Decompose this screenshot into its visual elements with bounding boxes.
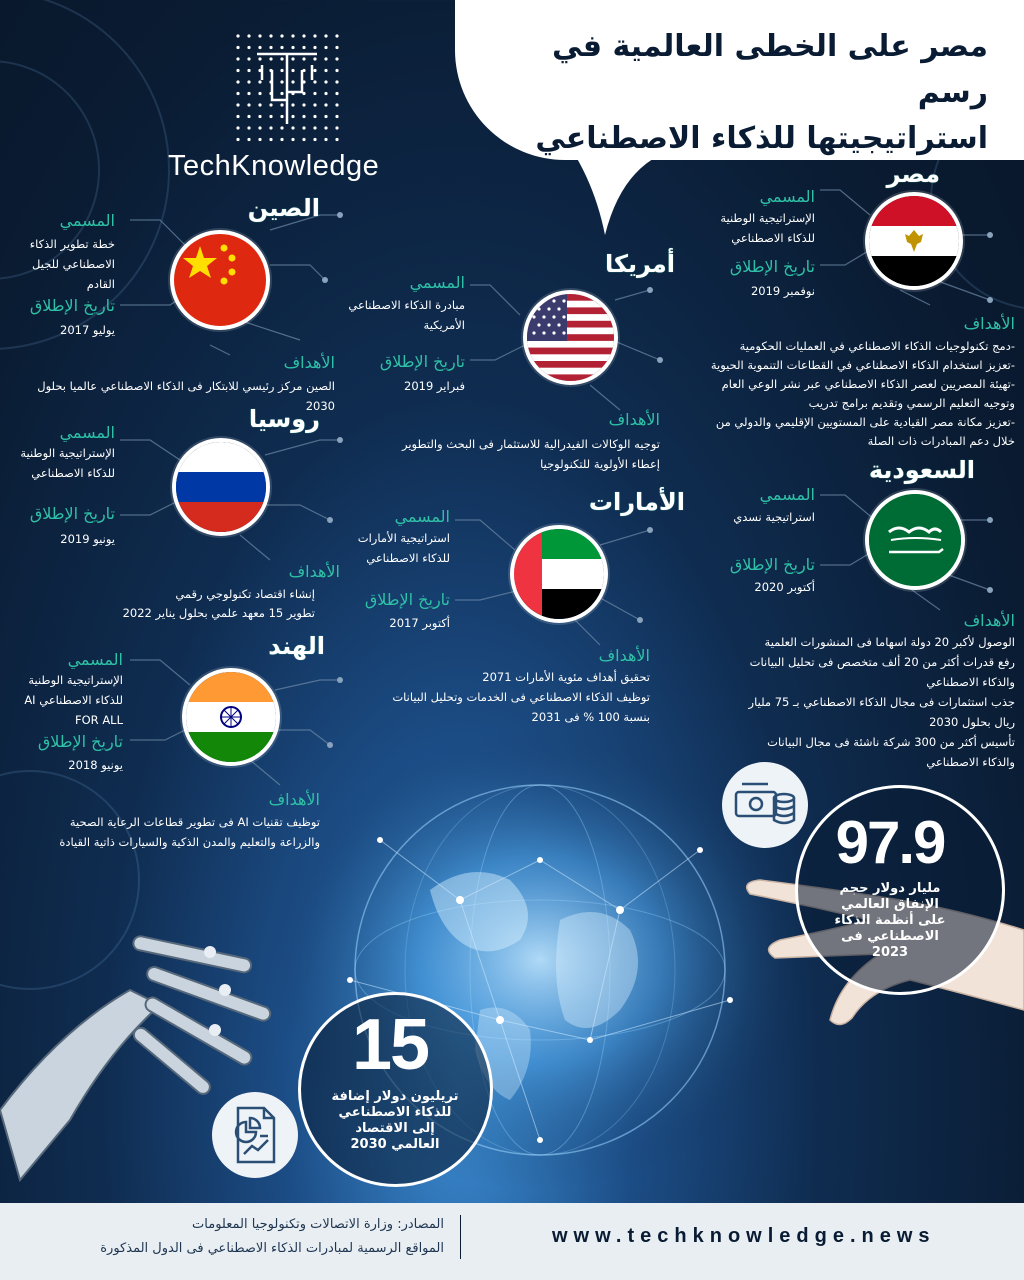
logo-dot — [247, 34, 250, 37]
logo-dot — [280, 115, 283, 118]
china-goals-label: الأهداف — [283, 353, 335, 372]
saudi-goals-label: الأهداف — [963, 611, 1015, 630]
logo-dot — [247, 92, 250, 95]
spending-stat-text-5: 2023 — [871, 945, 909, 960]
logo-dot — [269, 34, 272, 37]
saudi-flag-emblem-icon — [869, 494, 961, 586]
russia-flag — [172, 438, 270, 536]
logo-dot — [236, 126, 239, 129]
logo-dot — [258, 46, 261, 49]
logo-dot — [313, 92, 316, 95]
saudi-goal-6: تأسيس أكثر من 300 شركة ناشئة فى مجال البيانات — [767, 735, 1015, 749]
spending-stat-number: 97.9 — [835, 809, 945, 876]
money-stack-icon — [722, 762, 808, 848]
saudi-name: السعودية — [868, 456, 975, 484]
footer-divider — [460, 1215, 461, 1259]
logo-dot — [280, 46, 283, 49]
logo-dot — [258, 126, 261, 129]
logo-dot — [258, 138, 261, 141]
egypt-launch-label: تاريخ الإطلاق — [729, 257, 815, 276]
logo-dot — [291, 69, 294, 72]
logo-dot — [291, 126, 294, 129]
logo-dot — [247, 103, 250, 106]
logo-dot — [258, 57, 261, 60]
logo-wordmark: TechKnowledge — [168, 150, 380, 182]
saudi-goal-7: والذكاء الاصطناعي — [926, 755, 1015, 769]
egypt-goal-1: -دمج تكنولوجيات الذكاء الاصطناعي في العمليات الحكومية — [739, 339, 1015, 353]
saudi-goal-3: والذكاء الاصطناعي — [926, 675, 1015, 689]
india-goals-label: الأهداف — [268, 790, 320, 809]
logo-dot — [236, 80, 239, 83]
logo-dot — [269, 138, 272, 141]
footer — [0, 1203, 1024, 1280]
egypt-goal-4: وتوجيه التعليم الرسمي وتقديم برامج تدريب — [808, 396, 1015, 410]
india-goal-1: توظيف تقنيات AI فى تطوير قطاعات الرعاية الصحية — [69, 815, 320, 829]
india-goal-2: والزراعة والتعليم والمدن الذكية والسيارات ذاتية القيادة — [59, 835, 320, 849]
egypt-name-label: المسمي — [759, 187, 815, 206]
india-program-line3: FOR ALL — [75, 713, 123, 727]
logo-dot — [291, 80, 294, 83]
logo-dot — [269, 46, 272, 49]
logo-dot — [302, 103, 305, 106]
russia-goals-label: الأهداف — [288, 562, 340, 581]
usa-program: مبادرة الذكاء الاصطناعي الأمريكية — [348, 298, 465, 332]
footer-website-link[interactable]: www.techknowledge.news — [552, 1225, 936, 1247]
logo-dot — [280, 69, 283, 72]
china-name: الصين — [247, 194, 320, 222]
logo-dot — [335, 115, 338, 118]
uae-goal-2: توظيف الذكاء الاصطناعي فى الخدمات وتحليل البيانات — [392, 690, 650, 704]
usa-flag — [523, 290, 618, 385]
logo-dot — [236, 46, 239, 49]
usa-name: أمريكا — [605, 250, 675, 278]
logo-dot — [269, 115, 272, 118]
logo-dot — [236, 138, 239, 141]
uae-flag — [510, 525, 608, 623]
russia-name: روسيا — [248, 405, 320, 433]
logo-dot — [280, 57, 283, 60]
usa-launch: فبراير 2019 — [404, 379, 465, 393]
logo-dot — [269, 126, 272, 129]
logo-dot — [313, 69, 316, 72]
logo-dot — [236, 69, 239, 72]
saudi-name-label: المسمي — [759, 485, 815, 504]
saudi-goal-1: الوصول لأكبر 20 دولة اسهاما فى المنشورات العلمية — [764, 635, 1015, 649]
page-title-line1: مصر على الخطى العالمية في رسم — [552, 29, 988, 110]
uae-goal-3: بنسبة 100 % فى 2031 — [531, 710, 650, 724]
logo-dot — [313, 103, 316, 106]
logo-dot — [313, 138, 316, 141]
logo-dot — [247, 126, 250, 129]
logo-dot — [247, 80, 250, 83]
uae-program: استراتيجية الأمارات للذكاء الاصطناعي — [357, 531, 450, 565]
logo-dot — [247, 46, 250, 49]
logo-dot — [302, 126, 305, 129]
logo-dot — [236, 34, 239, 37]
china-launch: يوليو 2017 — [60, 323, 115, 337]
logo-dot — [335, 138, 338, 141]
footer-source-line1: المصادر: وزارة الاتصالات وتكنولوجيا المعلومات — [192, 1217, 444, 1232]
logo-dot — [280, 126, 283, 129]
uae-name: الأمارات — [588, 488, 685, 516]
saudi-program: استراتيجية نسدي — [733, 510, 815, 524]
logo-dot — [335, 92, 338, 95]
logo-dot — [236, 115, 239, 118]
logo-dot — [291, 138, 294, 141]
china-flag — [170, 230, 270, 330]
russia-flag-icon — [176, 442, 266, 532]
india-flag — [182, 668, 280, 766]
economy-stat-text-2: للذكاء الاصطناعي — [338, 1105, 452, 1120]
logo-dot — [269, 103, 272, 106]
russia-name-label: المسمي — [59, 423, 115, 442]
india-program-line1: الإستراتيجية الوطنية — [28, 673, 123, 687]
china-program: خطة تطوير الذكاء الاصطناعي للجيل القادم — [29, 237, 115, 291]
usa-goals-label: الأهداف — [608, 410, 660, 429]
logo-dot — [236, 103, 239, 106]
spending-stat-text-1: مليار دولار حجم — [839, 881, 941, 896]
egypt-goal-5: -تعزيز مكانة مصر القيادية على المستويين الإقليمي والدولي من — [715, 415, 1015, 429]
usa-goal-1: توجيه الوكالات الفيدرالية للاستثمار فى البحث والتطوير — [402, 437, 660, 451]
egypt-goal-2: -تعزيز استخدام الذكاء الاصطناعي في القطاعات التنموية الحيوية — [710, 358, 1015, 372]
money-icon — [722, 762, 808, 848]
logo-dot — [236, 92, 239, 95]
uae-goals-label: الأهداف — [598, 646, 650, 665]
logo-dot — [324, 34, 327, 37]
logo-dot — [313, 115, 316, 118]
usa-launch-label: تاريخ الإطلاق — [379, 352, 465, 371]
logo-dot — [291, 115, 294, 118]
logo-dot — [258, 115, 261, 118]
egypt-program: الإستراتيجية الوطنية للذكاء الاصطناعي — [720, 211, 815, 245]
china-flag-stars-icon — [174, 234, 266, 326]
egypt-goal-3: -تهيئة المصريين لعصر الذكاء الاصطناعي عبر نشر الوعي العام — [721, 377, 1015, 391]
logo-dot — [258, 92, 261, 95]
logo-dot — [280, 92, 283, 95]
logo-dot — [324, 46, 327, 49]
saudi-goal-2: رفع قدرات أكثر من 20 ألف متخصص فى تحليل البيانات — [749, 655, 1015, 669]
footer-source-line2: المواقع الرسمية لمبادرات الذكاء الاصطناعي فى الدول المذكورة — [100, 1241, 444, 1256]
techknowledge-logo-icon — [232, 30, 342, 148]
logo-dot — [302, 57, 305, 60]
logo-dot — [258, 34, 261, 37]
report-icon — [212, 1092, 298, 1178]
report-chart-icon — [212, 1092, 298, 1178]
logo-dot — [335, 34, 338, 37]
uae-name-label: المسمي — [394, 507, 450, 526]
robot-hand-graphic — [0, 880, 360, 1200]
spending-stat-text-3: على أنظمة الذكاء — [834, 913, 946, 928]
usa-flag-icon — [527, 294, 614, 381]
logo-dot — [302, 138, 305, 141]
egypt-flag — [865, 192, 963, 290]
logo-dot — [335, 80, 338, 83]
saudi-launch: أكتوبر 2020 — [754, 580, 815, 594]
china-goal-1: الصين مركز رئيسي للابتكار فى الذكاء الاصطناعي عالميا بحلول 2030 — [37, 379, 335, 413]
economy-stat-text-4: العالمي 2030 — [350, 1137, 440, 1152]
egypt-goals-label: الأهداف — [963, 314, 1015, 333]
spending-stat-text-4: الاصطناعي فى — [841, 929, 939, 944]
logo-dot — [324, 69, 327, 72]
spending-stat-text-2: الإنفاق العالمي — [841, 897, 939, 912]
india-launch: يونيو 2018 — [68, 758, 123, 772]
logo-dot — [335, 57, 338, 60]
uae-launch: أكتوبر 2017 — [389, 616, 450, 630]
saudi-launch-label: تاريخ الإطلاق — [729, 555, 815, 574]
saudi-goal-5: ريال بحلول 2030 — [929, 715, 1015, 729]
india-name: الهند — [268, 632, 325, 660]
logo-dot — [280, 103, 283, 106]
logo-dot — [302, 115, 305, 118]
logo-dot — [302, 34, 305, 37]
economy-stat-text-1: تريليون دولار إضافة — [331, 1089, 459, 1104]
saudi-flag — [865, 490, 965, 590]
logo-dot — [236, 57, 239, 60]
logo-dot — [291, 46, 294, 49]
logo-dot — [280, 34, 283, 37]
uae-flag-icon — [514, 529, 604, 619]
logo-dot — [324, 115, 327, 118]
india-program-line2: للذكاء الاصطناعي AI — [24, 693, 123, 707]
logo-dot — [269, 57, 272, 60]
egypt-name: مصر — [886, 160, 940, 188]
logo-dot — [324, 103, 327, 106]
logo-dot — [313, 57, 316, 60]
footer-sources — [4, 1213, 444, 1261]
uae-goal-1: تحقيق أهداف مئوية الأمارات 2071 — [482, 670, 650, 684]
logo-dot — [324, 57, 327, 60]
logo-dot — [247, 115, 250, 118]
russia-program: الإستراتيجية الوطنية للذكاء الاصطناعي — [20, 446, 115, 480]
usa-goal-2: إعطاء الأولوية للتكنولوجيا — [540, 457, 660, 471]
logo-dot — [335, 69, 338, 72]
logo-dot — [302, 46, 305, 49]
logo-dot — [247, 138, 250, 141]
logo-dot — [258, 103, 261, 106]
economy-stat-text-3: إلى الاقتصاد — [355, 1121, 435, 1136]
china-launch-label: تاريخ الإطلاق — [29, 296, 115, 315]
india-launch-label: تاريخ الإطلاق — [37, 732, 123, 751]
logo-dot — [280, 80, 283, 83]
logo-dot — [313, 34, 316, 37]
logo-dot — [324, 138, 327, 141]
egypt-goal-6: خلال دعم المبادرات ذات الصلة — [867, 434, 1015, 448]
logo-dot — [280, 138, 283, 141]
russia-goal-2: تطوير 15 معهد علمي بحلول يناير 2022 — [122, 606, 315, 620]
usa-name-label: المسمي — [409, 273, 465, 292]
logo-dot — [258, 80, 261, 83]
logo-dot — [335, 46, 338, 49]
egypt-launch: نوفمبر 2019 — [750, 284, 815, 298]
logo-dot — [247, 69, 250, 72]
russia-launch: يونيو 2019 — [60, 532, 115, 546]
logo-dot — [291, 103, 294, 106]
india-flag-chakra-icon — [186, 672, 276, 762]
logo-dot — [324, 92, 327, 95]
logo-dot — [313, 80, 316, 83]
china-name-label: المسمي — [59, 211, 115, 230]
russia-goal-1: إنشاء اقتصاد تكنولوجي رقمي — [175, 587, 315, 601]
logo-dot — [324, 80, 327, 83]
logo-dot — [313, 46, 316, 49]
uae-launch-label: تاريخ الإطلاق — [364, 590, 450, 609]
logo-dot — [291, 57, 294, 60]
logo-dot — [313, 126, 316, 129]
logo-dot — [335, 103, 338, 106]
saudi-goal-4: جذب استثمارات فى مجال الذكاء الاصطناعي بـ 75 مليار — [748, 695, 1015, 709]
economy-stat-number: 15 — [351, 1005, 429, 1085]
russia-launch-label: تاريخ الإطلاق — [29, 504, 115, 523]
logo-dot — [291, 34, 294, 37]
logo-dot — [247, 57, 250, 60]
page-title-line2: استراتيجيتها للذكاء الاصطناعي — [535, 121, 988, 156]
india-name-label: المسمي — [67, 650, 123, 669]
logo-dot — [324, 126, 327, 129]
egypt-flag-eagle-icon — [869, 196, 959, 286]
logo-dot — [335, 126, 338, 129]
page-title — [508, 24, 988, 162]
